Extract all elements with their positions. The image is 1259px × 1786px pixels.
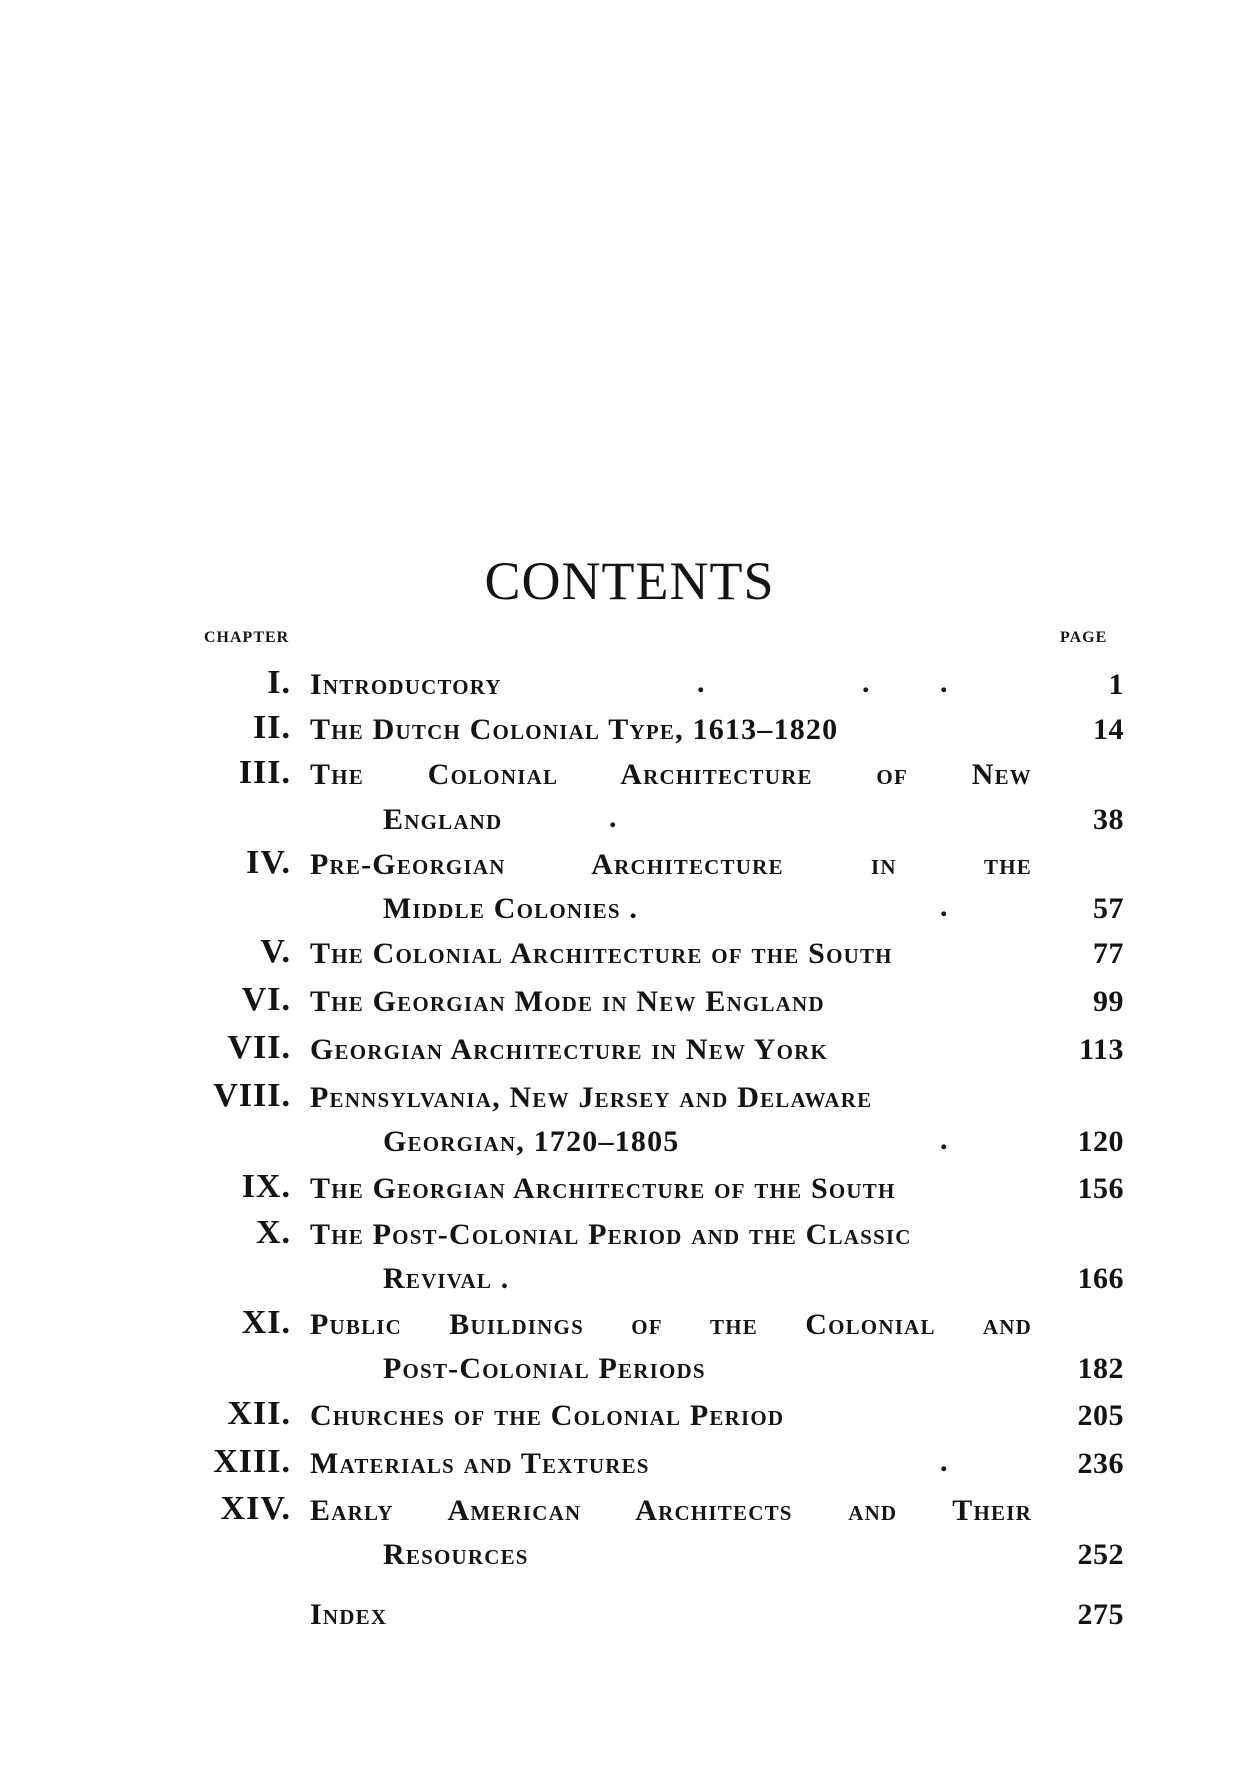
toc-entry-7 bbox=[0, 1029, 1259, 1073]
toc-entry-4-cont bbox=[0, 888, 1259, 932]
chapter-title-line-2: England bbox=[383, 803, 503, 836]
toc-entry-4 bbox=[0, 844, 1259, 888]
chapter-title: Materials and Textures bbox=[310, 1447, 650, 1480]
chapter-page: 120 bbox=[1077, 1125, 1124, 1158]
leader-dot: . bbox=[940, 890, 948, 923]
toc-entry-11 bbox=[0, 1304, 1259, 1348]
chapter-page: 38 bbox=[1093, 803, 1124, 836]
chapter-numeral: IV. bbox=[246, 844, 291, 881]
toc-entry-10-cont bbox=[0, 1258, 1259, 1302]
chapter-title-line-1: The Colonial Architecture of New bbox=[310, 758, 1032, 791]
toc-entry-11-cont bbox=[0, 1348, 1259, 1392]
chapter-page: 77 bbox=[1093, 937, 1124, 970]
chapter-numeral: IX. bbox=[241, 1168, 291, 1205]
chapter-column-header: CHAPTER bbox=[204, 629, 290, 646]
chapter-page: 252 bbox=[1077, 1538, 1124, 1571]
index-title: Index bbox=[310, 1598, 388, 1631]
chapter-numeral: V. bbox=[260, 933, 291, 970]
chapter-page: 182 bbox=[1077, 1352, 1124, 1385]
toc-entry-6 bbox=[0, 981, 1259, 1025]
toc-entry-12 bbox=[0, 1395, 1259, 1439]
toc-entry-2 bbox=[0, 709, 1259, 753]
toc-entry-5 bbox=[0, 933, 1259, 977]
toc-entry-3 bbox=[0, 754, 1259, 798]
chapter-page: 1 bbox=[1108, 668, 1124, 701]
toc-entry-10 bbox=[0, 1214, 1259, 1258]
chapter-numeral: XII. bbox=[227, 1395, 291, 1432]
chapter-title-line-1: The Post-Colonial Period and the Classic bbox=[310, 1218, 912, 1251]
chapter-title: Georgian Architecture in New York bbox=[310, 1033, 829, 1066]
index-page: 275 bbox=[1077, 1598, 1124, 1631]
toc-entry-8 bbox=[0, 1077, 1259, 1121]
leader-dot: . bbox=[940, 666, 948, 699]
chapter-page: 205 bbox=[1077, 1399, 1124, 1432]
chapter-numeral: XI. bbox=[241, 1304, 291, 1341]
chapter-title: The Georgian Mode in New England bbox=[310, 985, 825, 1018]
chapter-title: The Colonial Architecture of the South bbox=[310, 937, 893, 970]
toc-entry-3-cont bbox=[0, 799, 1259, 843]
chapter-numeral: VI. bbox=[241, 981, 291, 1018]
chapter-title: The Dutch Colonial Type, 1613–1820 bbox=[310, 713, 839, 746]
chapter-title-line-2: Georgian, 1720–1805 bbox=[383, 1125, 680, 1158]
chapter-page: 166 bbox=[1077, 1262, 1124, 1295]
chapter-numeral: I. bbox=[267, 664, 291, 701]
chapter-title-line-1: Pennsylvania, New Jersey and Delaware bbox=[310, 1081, 873, 1114]
chapter-numeral: II. bbox=[253, 709, 291, 746]
chapter-title: The Georgian Architecture of the South bbox=[310, 1172, 896, 1205]
leader-dot: . bbox=[940, 1445, 948, 1478]
chapter-page: 236 bbox=[1077, 1447, 1124, 1480]
chapter-title: Introductory bbox=[310, 668, 502, 701]
page-column-header: PAGE bbox=[1060, 629, 1108, 646]
chapter-title-line-2: Middle Colonies . bbox=[383, 892, 639, 925]
toc-entry-14-cont bbox=[0, 1534, 1259, 1578]
chapter-title-line-1: Pre-Georgian Architecture in the bbox=[310, 848, 1033, 881]
toc-entry-1 bbox=[0, 664, 1259, 708]
chapter-page: 99 bbox=[1093, 985, 1124, 1018]
leader-dot: . bbox=[609, 801, 617, 834]
chapter-numeral: VII. bbox=[227, 1029, 291, 1066]
toc-entry-8-cont bbox=[0, 1121, 1259, 1165]
leader-dot: . bbox=[697, 666, 705, 699]
chapter-numeral: III. bbox=[238, 754, 291, 791]
toc-entry-13 bbox=[0, 1443, 1259, 1487]
chapter-page: 14 bbox=[1093, 713, 1124, 746]
toc-entry-9 bbox=[0, 1168, 1259, 1212]
chapter-title-line-2: Resources bbox=[383, 1538, 529, 1571]
chapter-title-line-1: Public Buildings of the Colonial and bbox=[310, 1308, 1032, 1341]
chapter-title-line-1: Early American Architects and Their bbox=[310, 1494, 1032, 1527]
leader-dot: . bbox=[940, 1123, 948, 1156]
chapter-title-line-2: Revival . bbox=[383, 1262, 510, 1295]
chapter-page: 156 bbox=[1077, 1172, 1124, 1205]
toc-entry-index bbox=[0, 1594, 1259, 1638]
chapter-numeral: VIII. bbox=[213, 1077, 291, 1114]
chapter-page: 113 bbox=[1079, 1033, 1124, 1066]
page-title: CONTENTS bbox=[484, 551, 775, 612]
leader-dot: . bbox=[862, 666, 870, 699]
chapter-title-line-2: Post-Colonial Periods bbox=[383, 1352, 706, 1385]
chapter-page: 57 bbox=[1093, 892, 1124, 925]
chapter-numeral: XIV. bbox=[220, 1490, 291, 1527]
chapter-numeral: X. bbox=[255, 1214, 291, 1251]
chapter-title: Churches of the Colonial Period bbox=[310, 1399, 785, 1432]
chapter-numeral: XIII. bbox=[213, 1443, 291, 1480]
toc-entry-14 bbox=[0, 1490, 1259, 1534]
